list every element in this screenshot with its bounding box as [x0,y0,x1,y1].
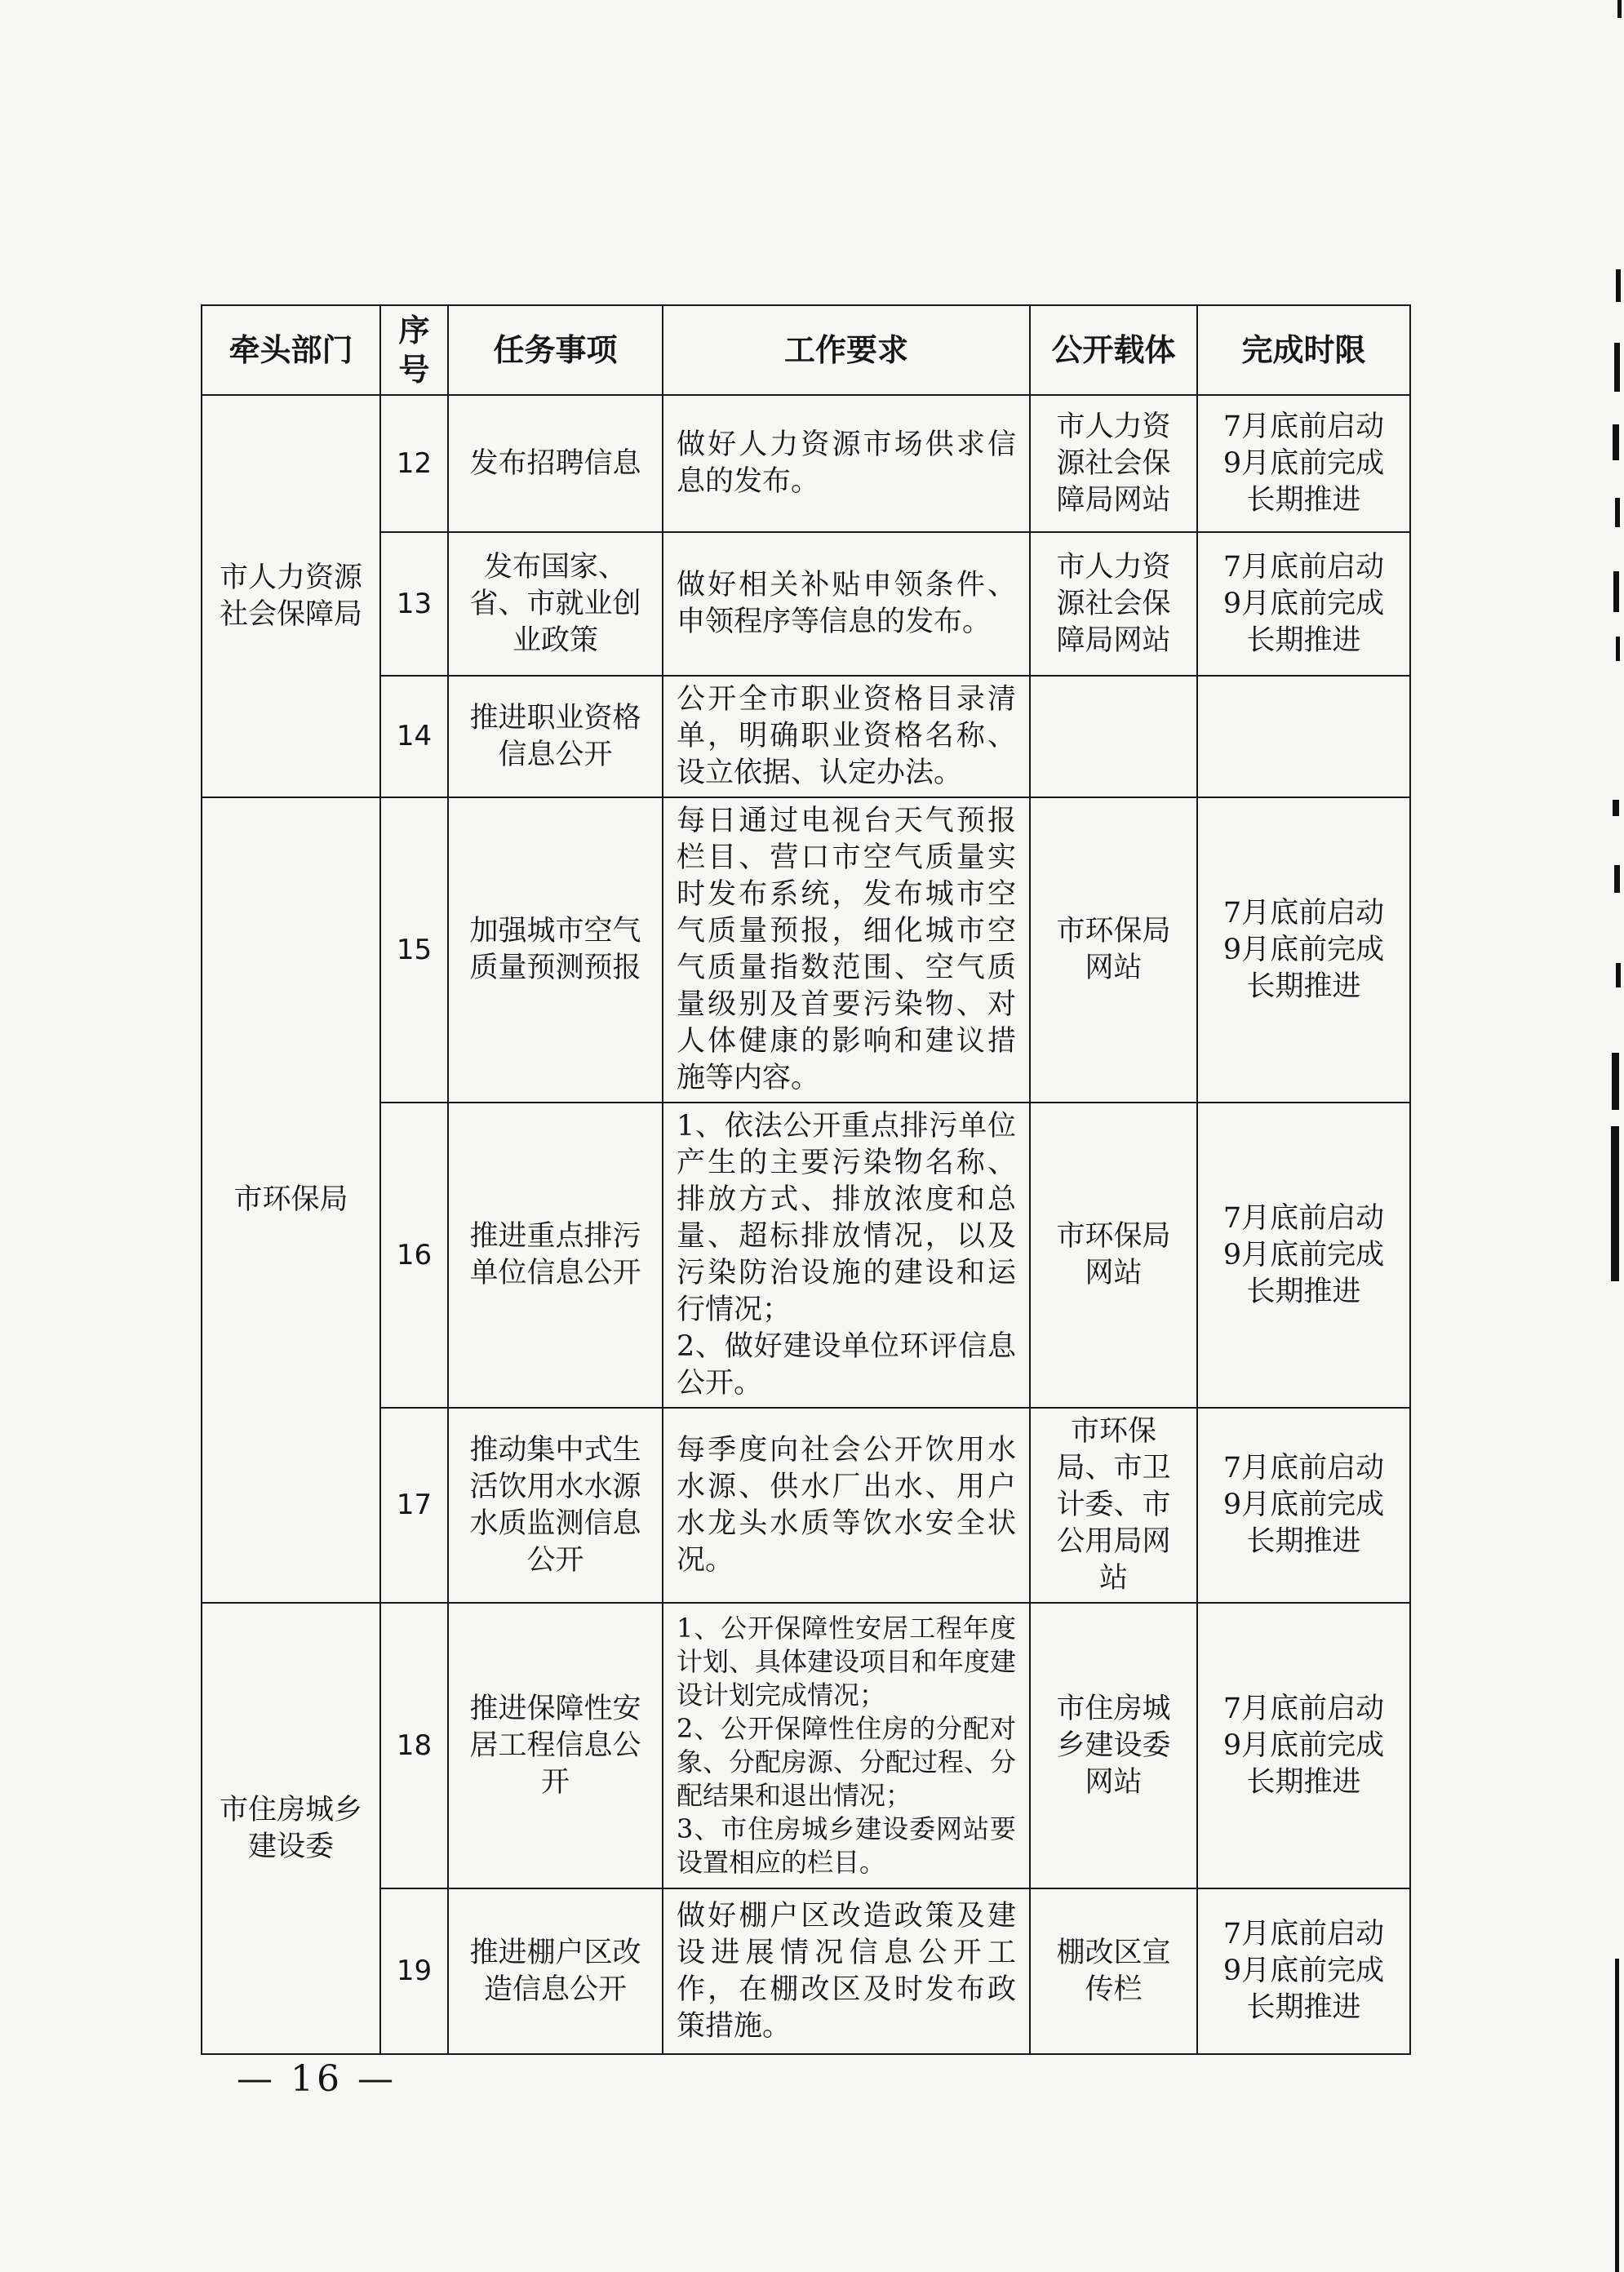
time-ongoing: 长期推进 [1246,1991,1361,2024]
time-start: 7月底前启动 [1222,410,1385,443]
req-cell: 公开全市职业资格目录清单，明确职业资格名称、设立依据、认定办法。 [663,676,1030,797]
time-cell [1197,1888,1410,2054]
dept-cell: 市环保局 [202,797,380,1603]
task-cell: 加强城市空气质量预测预报 [448,797,663,1103]
time-finish: 9月底前完成 [1222,1238,1385,1271]
task-table [201,304,1411,2055]
time-start: 7月底前启动 [1222,896,1385,930]
time-start: 7月底前启动 [1222,550,1385,584]
carrier-cell: 市环保局网站 [1030,1103,1197,1408]
num-cell: 18 [380,1603,448,1888]
time-cell [1197,395,1410,532]
time-ongoing: 长期推进 [1246,1525,1361,1558]
time-cell [1197,797,1410,1103]
time-ongoing: 长期推进 [1246,623,1361,657]
header-num: 序号 [380,305,448,395]
time-finish: 9月底前完成 [1222,933,1385,966]
table-row [202,1888,1410,2054]
time-finish: 9月底前完成 [1222,446,1385,480]
table-row [202,395,1410,532]
carrier-cell: 市住房城乡建设委网站 [1030,1603,1197,1888]
task-cell: 推进职业资格信息公开 [448,676,663,797]
time-cell [1197,676,1410,797]
req-cell: 1、依法公开重点排污单位产生的主要污染物名称、排放方式、排放浓度和总量、超标排放情况，以及污染防治设施的建设和运行情况； 2、做好建设单位环评信息公开。 [663,1103,1030,1408]
time-finish: 9月底前完成 [1222,587,1385,620]
carrier-cell: 市人力资源社会保障局网站 [1030,395,1197,532]
header-dept: 牵头部门 [202,305,380,395]
carrier-cell [1030,676,1197,797]
req-cell: 做好棚户区改造政策及建设进展情况信息公开工作，在棚改区及时发布政策措施。 [663,1888,1030,2054]
table-row [202,1103,1410,1408]
table-row [202,797,1410,1103]
req-cell: 1、公开保障性安居工程年度计划、具体建设项目和年度建设计划完成情况； 2、公开保障性住房的分配对象、分配房源、分配过程、分配结果和退出情况； 3、市住房城乡建设委网站要设置相应的栏目。 [663,1603,1030,1888]
time-start: 7月底前启动 [1222,1452,1385,1484]
table-row [202,1408,1410,1603]
task-cell: 推进棚户区改造信息公开 [448,1888,663,2054]
req-cell: 每季度向社会公开饮用水水源、供水厂出水、用户水龙头水质等饮水安全状况。 [663,1408,1030,1603]
table-row [202,1603,1410,1888]
carrier-cell: 市环保局网站 [1030,797,1197,1103]
num-cell: 14 [380,676,448,797]
time-ongoing: 长期推进 [1246,1765,1361,1799]
header-req: 工作要求 [663,305,1030,395]
table-row [202,676,1410,797]
time-cell [1197,532,1410,676]
num-cell: 15 [380,797,448,1103]
task-cell: 推动集中式生活饮用水水源水质监测信息公开 [448,1408,663,1603]
time-cell [1197,1103,1410,1408]
header-task: 任务事项 [448,305,663,395]
time-finish: 9月底前完成 [1222,1955,1385,1987]
carrier-cell: 棚改区宣传栏 [1030,1888,1197,2054]
carrier-cell: 市人力资源社会保障局网站 [1030,532,1197,676]
time-finish: 9月底前完成 [1222,1728,1385,1762]
time-start: 7月底前启动 [1222,1692,1385,1725]
header-carrier: 公开载体 [1030,305,1197,395]
time-ongoing: 长期推进 [1246,970,1361,1003]
req-cell: 做好人力资源市场供求信息的发布。 [663,395,1030,532]
req-cell: 做好相关补贴申领条件、申领程序等信息的发布。 [663,532,1030,676]
task-cell: 发布招聘信息 [448,395,663,532]
num-cell: 17 [380,1408,448,1603]
task-cell: 推进保障性安居工程信息公开 [448,1603,663,1888]
page-number: — 16 — [237,2058,397,2100]
dept-cell: 市住房城乡建设委 [202,1603,380,2054]
req-cell: 每日通过电视台天气预报栏目、营口市空气质量实时发布系统，发布城市空气质量预报，细化城市空气质量指数范围、空气质量级别及首要污染物、对人体健康的影响和建议措施等内容。 [663,797,1030,1103]
num-cell: 13 [380,532,448,676]
task-cell: 推进重点排污单位信息公开 [448,1103,663,1408]
dept-cell: 市人力资源社会保障局 [202,395,380,797]
time-start: 7月底前启动 [1222,1918,1385,1950]
carrier-cell: 市环保局、市卫计委、市公用局网站 [1030,1408,1197,1603]
task-cell: 发布国家、省、市就业创业政策 [448,532,663,676]
time-start: 7月底前启动 [1222,1201,1385,1235]
time-cell [1197,1408,1410,1603]
time-ongoing: 长期推进 [1246,483,1361,517]
header-time: 完成时限 [1197,305,1410,395]
num-cell: 12 [380,395,448,532]
table-header-row [202,305,1410,395]
time-finish: 9月底前完成 [1222,1489,1385,1521]
num-cell: 16 [380,1103,448,1408]
table-row [202,532,1410,676]
time-cell [1197,1603,1410,1888]
num-cell: 19 [380,1888,448,2054]
time-ongoing: 长期推进 [1246,1275,1361,1308]
